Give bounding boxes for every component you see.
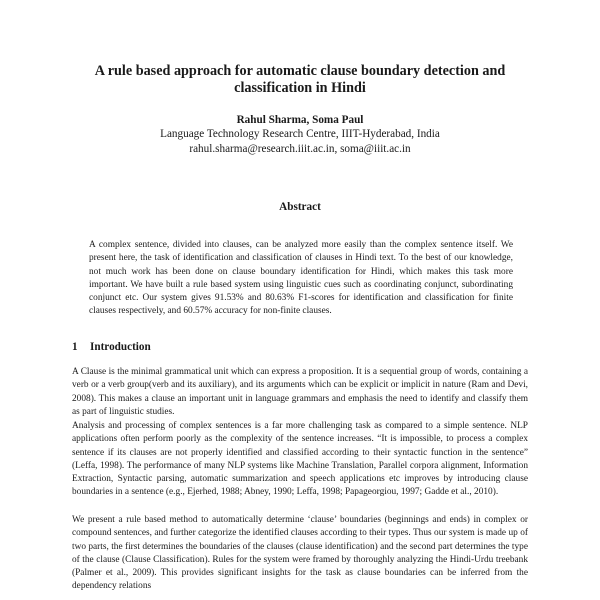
intro-paragraph-2: Analysis and processing of complex sentences is a far more challenging task as compared to a simple sentence. NLP applications often perform poorly as the complexity of the sentence increases. “It is impossible, to process a complex sentence if its clauses are not properly identified and classified according to their syntactic function in the sentence” (Leffa, 1998). The performance of many NLP systems like Machine Translation, Parallel corpora alignment, Information Extraction, Syntactic parsing, automatic summarization and speech applications etc improves by introducing clause boundaries in a sentence (e.g., Ejerhed, 1988; Abney, 1990; Leffa, 1998; Papageorgiou, 1997; Gadde et al., 2010). — [72, 421, 528, 498]
intro-paragraph-3: We present a rule based method to automatically determine ‘clause’ boundaries (beginnings and ends) in complex or compound sentences, and further categorize the identified clauses according to their types. Thus our system is made up of two parts, the first determines the boundaries of the clauses (clause identification) and the second part determines the type of the clause (Clause Classification). Rules for the system were framed by thoroughly analyzing the Hindi-Urdu treebank (Palmer et al., 2009). This provides significant insights for the task as clause boundaries can be inferred from the dependency relations — [72, 515, 528, 592]
section-heading — [72, 340, 151, 354]
section-number: 1 — [72, 341, 78, 353]
author-affiliation: Language Technology Research Centre, IIIT-Hyderabad, India — [160, 128, 440, 140]
intro-paragraph-1: A Clause is the minimal grammatical unit which can express a proposition. It is a sequential group of words, containing a verb or a verb group(verb and its auxiliary), and its arguments which can be explicit or implicit in nature (Ram and Devi, 2008). This makes a clause an important unit in language grammars and emphasis the need to identify and classify them as part of linguistic studies. — [72, 367, 528, 417]
paper-title: A rule based approach for automatic clause boundary detection and classification in Hindi — [94, 63, 506, 96]
section-title: Introduction — [90, 341, 151, 353]
author-emails: rahul.sharma@research.iiit.ac.in, soma@iiit.ac.in — [189, 143, 411, 155]
abstract-heading: Abstract — [279, 201, 321, 213]
abstract-text: A complex sentence, divided into clauses, can be analyzed more easily than the complex sentence itself. We present here, the task of identification and classification of clauses in Hindi text. To the best of our knowledge, not much work has been done on clause boundary identification for Hindi, which makes this task more important. We have built a rule based system using linguistic cues such as coordinating conjunct, subordinating conjunct etc. Our system gives 91.53% and 80.63% F1-scores for identification and classification for finite clauses respectively, and 60.57% accuracy for non-finite clauses. — [89, 240, 513, 317]
author-names: Rahul Sharma, Soma Paul — [236, 114, 364, 126]
